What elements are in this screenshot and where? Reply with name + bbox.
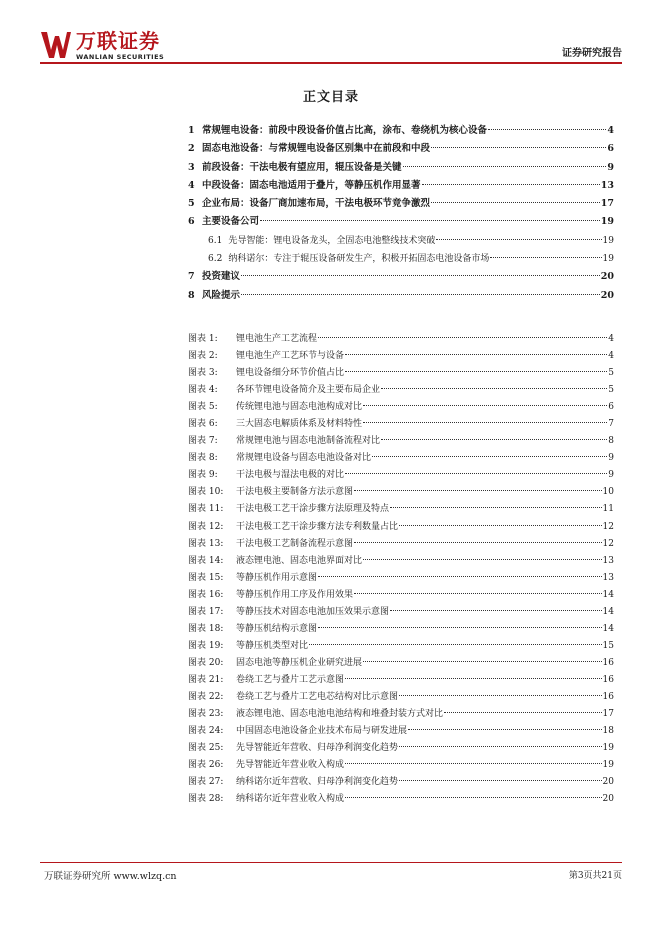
- figure-entry-label: 图表 18:: [188, 623, 224, 634]
- brand-name-en: WANLIAN SECURITIES: [76, 53, 165, 61]
- dot-leader: [422, 184, 600, 185]
- figure-entry-title: 干法电极工艺干涂步骤方法原理及特点: [236, 504, 390, 515]
- figure-entry[interactable]: [188, 723, 614, 740]
- figure-entry-page: 17: [602, 709, 614, 720]
- dot-leader: [431, 147, 606, 148]
- figure-entry-title: 先导智能近年营业收入构成: [236, 760, 345, 771]
- figure-entry[interactable]: [188, 621, 614, 638]
- dot-leader: [345, 354, 607, 355]
- toc-entry-number: 6: [188, 216, 195, 228]
- figure-entry-title: 卷绕工艺与叠片工艺电芯结构对比示意图: [236, 691, 399, 702]
- page-header: [40, 30, 622, 62]
- dot-leader: [399, 780, 602, 781]
- figure-entry[interactable]: [188, 774, 614, 791]
- figure-entry[interactable]: [188, 399, 614, 416]
- figure-entry-page: 16: [602, 674, 614, 685]
- figure-entry-page: 15: [602, 640, 614, 651]
- figure-entry-label: 图表 8:: [188, 453, 218, 464]
- figure-entry[interactable]: [188, 331, 614, 348]
- figure-entry[interactable]: [188, 655, 614, 672]
- toc-entry-title: 纳科诺尔：专注于辊压设备研发生产，积极开拓固态电池设备市场: [228, 254, 490, 265]
- dot-leader: [241, 275, 600, 276]
- table-of-contents: [188, 122, 614, 305]
- toc-entry-number: 4: [188, 179, 195, 191]
- figure-entry-label: 图表 3:: [188, 368, 218, 379]
- toc-entry-title: 常规锂电设备：前段中段设备价值占比高，涂布、卷绕机为核心设备: [202, 125, 488, 136]
- dot-leader: [354, 490, 602, 491]
- figure-entry-label: 图表 21:: [188, 674, 224, 685]
- figure-entry-label: 图表 4:: [188, 385, 218, 396]
- dot-leader: [399, 746, 602, 747]
- toc-entry[interactable]: [188, 232, 614, 250]
- figure-entry-title: 等静压技术对固态电池加压效果示意图: [236, 606, 390, 617]
- figure-entry-title: 锂电池生产工艺流程: [236, 334, 318, 344]
- figure-entry[interactable]: [188, 348, 614, 365]
- toc-entry-page: 20: [600, 271, 614, 283]
- toc-entry[interactable]: [188, 177, 614, 195]
- dot-leader: [381, 388, 607, 389]
- figure-entry-label: 图表 22:: [188, 691, 224, 702]
- figure-entry-page: 13: [602, 555, 614, 566]
- figure-entry-label: 图表 27:: [188, 777, 224, 788]
- figure-entry-title: 等静压机作用示意图: [236, 572, 318, 583]
- toc-entry-number: 2: [188, 143, 195, 155]
- toc-entry-title: 中段设备：固态电池适用于叠片，等静压机作用显著: [202, 179, 421, 191]
- figure-entry-label: 图表 16:: [188, 589, 224, 600]
- toc-entry[interactable]: [188, 159, 614, 177]
- figure-entry[interactable]: [188, 416, 614, 433]
- toc-entry-title: 企业布局：设备厂商加速布局，干法电极环节竞争激烈: [202, 198, 431, 210]
- dot-leader: [390, 507, 602, 508]
- figure-entry-label: 图表 26:: [188, 760, 224, 771]
- figure-entry-title: 干法电极工艺干涂步骤方法专利数量占比: [236, 521, 399, 532]
- figure-entry[interactable]: [188, 536, 614, 553]
- figure-entry[interactable]: [188, 604, 614, 621]
- figure-entry[interactable]: [188, 519, 614, 536]
- toc-entry-page: 9: [607, 161, 614, 173]
- figure-entry-label: 图表 6:: [188, 419, 218, 430]
- toc-entry[interactable]: [188, 213, 614, 231]
- figure-entry-title: 干法电极主要制备方法示意图: [236, 487, 354, 498]
- dot-leader: [403, 166, 607, 167]
- header-divider: [40, 62, 622, 64]
- toc-entry-page: 6: [607, 143, 614, 155]
- figure-entry-label: 图表 24:: [188, 726, 224, 737]
- figure-entry-title: 液态锂电池、固态电池电池结构和堆叠封装方式对比: [236, 709, 444, 720]
- figure-entry-label: 图表 20:: [188, 657, 224, 668]
- toc-entry-page: 13: [600, 179, 614, 191]
- figure-entry-title: 各环节锂电设备简介及主要布局企业: [236, 385, 381, 396]
- figure-entry-title: 传统锂电池与固态电池构成对比: [236, 402, 363, 413]
- figure-entry-label: 图表 7:: [188, 436, 218, 447]
- figure-entry-label: 图表 1:: [188, 334, 218, 344]
- figure-entry[interactable]: [188, 553, 614, 570]
- figure-entry[interactable]: [188, 501, 614, 518]
- footer-divider: [40, 862, 622, 863]
- toc-entry-title: 风险提示: [202, 289, 241, 301]
- report-type-label: 证券研究报告: [562, 48, 622, 59]
- dot-leader: [318, 627, 602, 628]
- figure-entry-label: 图表 2:: [188, 351, 218, 362]
- figure-entry-label: 图表 12:: [188, 521, 224, 532]
- figure-entry-title: 常规锂电池与固态电池制备流程对比: [236, 436, 381, 447]
- figure-entry-label: 图表 14:: [188, 555, 224, 566]
- figure-entry-title: 中国固态电池设备企业技术布局与研发进展: [236, 726, 408, 737]
- figure-entry-page: 16: [602, 691, 614, 702]
- figure-entry-page: 14: [602, 606, 614, 617]
- figure-entry-page: 20: [602, 794, 614, 805]
- toc-entry-title: 先导智能：锂电设备龙头，全固态电池整线技术突破: [228, 235, 436, 246]
- figure-entry-page: 4: [608, 351, 614, 362]
- figure-entry-page: 13: [602, 572, 614, 583]
- dot-leader: [381, 439, 607, 440]
- figure-entry[interactable]: [188, 740, 614, 757]
- dot-leader: [363, 405, 607, 406]
- figure-entry-label: 图表 23:: [188, 709, 224, 720]
- figure-entry-label: 图表 17:: [188, 606, 224, 617]
- dot-leader: [490, 257, 601, 258]
- toc-entry-page: 19: [600, 216, 614, 228]
- figure-entry-label: 图表 28:: [188, 794, 224, 805]
- figure-entry[interactable]: [188, 450, 614, 467]
- figure-entry-page: 18: [602, 726, 614, 737]
- figure-entry-label: 图表 11:: [188, 504, 224, 515]
- toc-entry-number: 7: [188, 271, 195, 283]
- figure-entry-title: 干法电极与湿法电极的对比: [236, 470, 345, 481]
- figure-entry-page: 19: [602, 743, 614, 754]
- toc-entry-title: 前段设备：干法电极有望应用，辊压设备是关键: [202, 161, 402, 173]
- dot-leader: [260, 220, 600, 221]
- figure-entry-title: 锂电池生产工艺环节与设备: [236, 351, 345, 362]
- figure-entry-page: 19: [602, 760, 614, 771]
- toc-entry-page: 19: [602, 254, 614, 265]
- figure-entry-page: 9: [608, 470, 614, 481]
- toc-entry[interactable]: [188, 140, 614, 158]
- figure-entry-title: 固态电池等静压机企业研究进展: [236, 657, 363, 668]
- figure-entry-page: 5: [608, 385, 614, 396]
- dot-leader: [345, 678, 602, 679]
- dot-leader: [444, 712, 602, 713]
- toc-entry-title: 主要设备公司: [202, 216, 260, 228]
- figure-entry-page: 10: [602, 487, 614, 498]
- figure-entry-page: 4: [608, 334, 614, 344]
- toc-entry-number: 8: [188, 289, 195, 301]
- figure-entry-title: 干法电极工艺制备流程示意图: [236, 538, 354, 549]
- figure-entry-label: 图表 13:: [188, 538, 224, 549]
- figure-entry-title: 纳科诺尔近年营收、归母净利润变化趋势: [236, 777, 399, 788]
- figure-entry[interactable]: [188, 484, 614, 501]
- figure-entry[interactable]: [188, 689, 614, 706]
- dot-leader: [436, 239, 601, 240]
- dot-leader: [363, 661, 602, 662]
- figure-entry[interactable]: [188, 638, 614, 655]
- figure-entry[interactable]: [188, 570, 614, 587]
- toc-entry-number: 6.2: [208, 254, 223, 265]
- figure-entry-label: 图表 25:: [188, 743, 224, 754]
- figure-entry-title: 等静压机结构示意图: [236, 623, 318, 634]
- figure-entry-page: 7: [608, 419, 614, 430]
- toc-entry-number: 5: [188, 198, 195, 210]
- wanlian-logo-icon: [40, 30, 72, 60]
- figure-entry[interactable]: [188, 791, 614, 808]
- figure-entry-title: 纳科诺尔近年营业收入构成: [236, 794, 345, 805]
- figure-entry-page: 5: [608, 368, 614, 379]
- dot-leader: [399, 695, 602, 696]
- figure-entry-title: 先导智能近年营收、归母净利润变化趋势: [236, 743, 399, 754]
- figure-entry-title: 等静压机类型对比: [236, 640, 309, 651]
- figure-entry-page: 11: [602, 504, 614, 515]
- dot-leader: [372, 456, 607, 457]
- figure-entry-page: 8: [608, 436, 614, 447]
- figure-entry-label: 图表 19:: [188, 640, 224, 651]
- toc-entry-number: 1: [188, 125, 195, 136]
- figure-list: [188, 331, 614, 808]
- figure-entry-page: 20: [602, 777, 614, 788]
- toc-entry-number: 3: [188, 161, 195, 173]
- dot-leader: [363, 559, 602, 560]
- toc-entry-page: 19: [602, 235, 614, 246]
- toc-entry-page: 4: [607, 125, 614, 136]
- figure-entry-page: 6: [608, 402, 614, 413]
- figure-entry[interactable]: [188, 382, 614, 399]
- toc-title: 正文目录: [302, 90, 359, 105]
- dot-leader: [318, 576, 602, 577]
- figure-entry-page: 12: [602, 521, 614, 532]
- dot-leader: [390, 610, 602, 611]
- figure-entry-page: 14: [602, 589, 614, 600]
- toc-entry-title: 投资建议: [202, 271, 241, 283]
- dot-leader: [241, 294, 600, 295]
- dot-leader: [354, 542, 602, 543]
- toc-entry-page: 20: [600, 289, 614, 301]
- figure-entry[interactable]: [188, 467, 614, 484]
- toc-entry[interactable]: [188, 250, 614, 268]
- figure-entry[interactable]: [188, 757, 614, 774]
- figure-entry[interactable]: [188, 587, 614, 604]
- toc-entry-number: 6.1: [208, 235, 223, 246]
- dot-leader: [318, 337, 607, 338]
- brand-name-cn: 万联证券: [76, 29, 160, 53]
- dot-leader: [354, 593, 602, 594]
- figure-entry-page: 16: [602, 657, 614, 668]
- dot-leader: [431, 202, 600, 203]
- toc-entry[interactable]: [188, 122, 614, 140]
- figure-entry[interactable]: [188, 706, 614, 723]
- figure-entry[interactable]: [188, 365, 614, 382]
- figure-entry-title: 三大固态电解质体系及材料特性: [236, 419, 363, 430]
- figure-entry-label: 图表 9:: [188, 470, 218, 481]
- figure-entry-label: 图表 10:: [188, 487, 224, 498]
- toc-entry[interactable]: [188, 268, 614, 286]
- figure-entry-title: 常规锂电设备与固态电池设备对比: [236, 453, 372, 464]
- toc-entry-page: 17: [600, 198, 614, 210]
- dot-leader: [345, 763, 602, 764]
- figure-entry-page: 12: [602, 538, 614, 549]
- figure-entry-title: 锂电设备细分环节价值占比: [236, 368, 345, 379]
- figure-entry-title: 等静压机作用工序及作用效果: [236, 589, 354, 600]
- toc-entry-title: 固态电池设备：与常规锂电设备区别集中在前段和中段: [202, 143, 431, 155]
- toc-entry[interactable]: [188, 287, 614, 305]
- figure-entry[interactable]: [188, 672, 614, 689]
- figure-entry-title: 液态锂电池、固态电池界面对比: [236, 555, 363, 566]
- dot-leader: [345, 473, 607, 474]
- figure-entry-page: 14: [602, 623, 614, 634]
- dot-leader: [399, 525, 602, 526]
- figure-entry[interactable]: [188, 433, 614, 450]
- footer-institute: 万联证券研究所 www.wlzq.cn: [44, 871, 177, 882]
- dot-leader: [363, 422, 607, 423]
- dot-leader: [488, 129, 606, 130]
- dot-leader: [345, 797, 602, 798]
- footer-page-number: 第3页共21页: [568, 871, 622, 881]
- figure-entry-label: 图表 5:: [188, 402, 218, 413]
- dot-leader: [345, 371, 607, 372]
- dot-leader: [309, 644, 602, 645]
- figure-entry-title: 卷绕工艺与叠片工艺示意图: [236, 674, 345, 685]
- dot-leader: [408, 729, 602, 730]
- toc-entry[interactable]: [188, 195, 614, 213]
- figure-entry-label: 图表 15:: [188, 572, 224, 583]
- figure-entry-page: 9: [608, 453, 614, 464]
